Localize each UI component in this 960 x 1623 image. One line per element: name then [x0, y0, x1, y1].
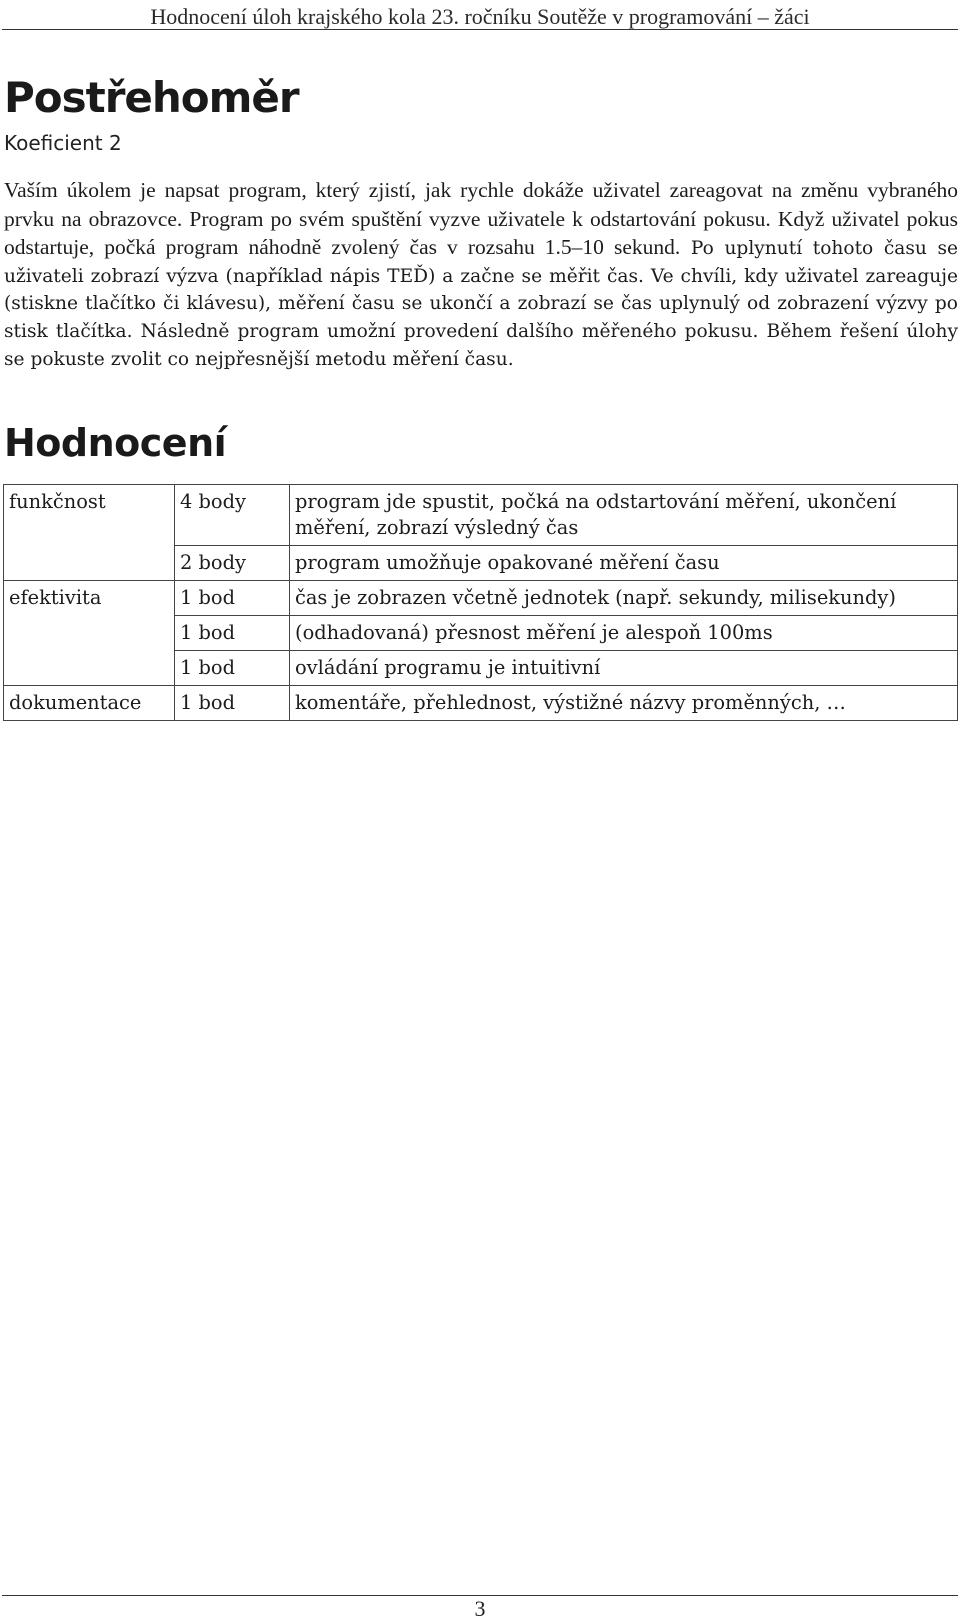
task-description-part-2: Po uplynutí tohoto času se uživateli zobrazí výzva (například nápis TEĎ) a začne se měřit čas. Ve chvíli, kdy uživatel zareaguje (stiskne tlačítko či klávesu), měření času se ukončí a zobrazí se čas uplynulý od zobrazení výzvy po stisk tlačítka. Následně program umožní provedení dalšího měřeného pokusu. Během řešení úlohy se pokuste zvolit co nejpřesnější metodu měření času. — [4, 238, 959, 370]
table-row — [4, 485, 958, 546]
page-number: 3 — [474, 1596, 486, 1621]
criterion-cell: ovládání programu je intuitivní — [290, 651, 958, 686]
table-row — [4, 616, 958, 651]
task-description-part-1: Vaším úkolem je napsat program, který zjistí, jak rychle dokáže uživatel zareagovat na změnu vybraného prvku na obrazovce. Program po svém spuštění vyzve uživatele k odstartování pokusu. Když uživatel pokus odstartuje, počká program náhodně zvolený čas v rozsahu 1.5–10 sekund. — [4, 178, 958, 260]
table-row — [4, 581, 958, 616]
category-cell — [4, 546, 175, 581]
points-cell: 1 bod — [175, 581, 290, 616]
points-cell: 1 bod — [175, 616, 290, 651]
category-cell: funkčnost — [4, 485, 175, 546]
criterion-cell: program umožňuje opakované měření času — [290, 546, 958, 581]
points-cell: 1 bod — [175, 686, 290, 721]
category-cell — [4, 616, 175, 651]
header-divider — [2, 29, 958, 30]
category-cell: efektivita — [4, 581, 175, 616]
task-description — [4, 177, 958, 373]
evaluation-table — [3, 484, 958, 721]
criterion-cell: (odhadovaná) přesnost měření je alespoň 100ms — [290, 616, 958, 651]
table-row — [4, 686, 958, 721]
category-cell — [4, 651, 175, 686]
category-cell: dokumentace — [4, 686, 175, 721]
coefficient-label: Koeficient 2 — [4, 131, 122, 155]
task-title: Postřehoměr — [4, 73, 299, 122]
table-row — [4, 546, 958, 581]
evaluation-heading: Hodnocení — [4, 421, 227, 465]
points-cell: 1 bod — [175, 651, 290, 686]
points-cell: 4 body — [175, 485, 290, 546]
criterion-cell: čas je zobrazen včetně jednotek (např. sekundy, milisekundy) — [290, 581, 958, 616]
running-header: Hodnocení úloh krajského kola 23. ročníku Soutěže v programování – žáci — [150, 4, 810, 29]
table-row — [4, 651, 958, 686]
criterion-cell: komentáře, přehlednost, výstižné názvy proměnných, … — [290, 686, 958, 721]
criterion-cell: program jde spustit, počká na odstartování měření, ukončení měření, zobrazí výsledný čas — [290, 485, 958, 546]
points-cell: 2 body — [175, 546, 290, 581]
